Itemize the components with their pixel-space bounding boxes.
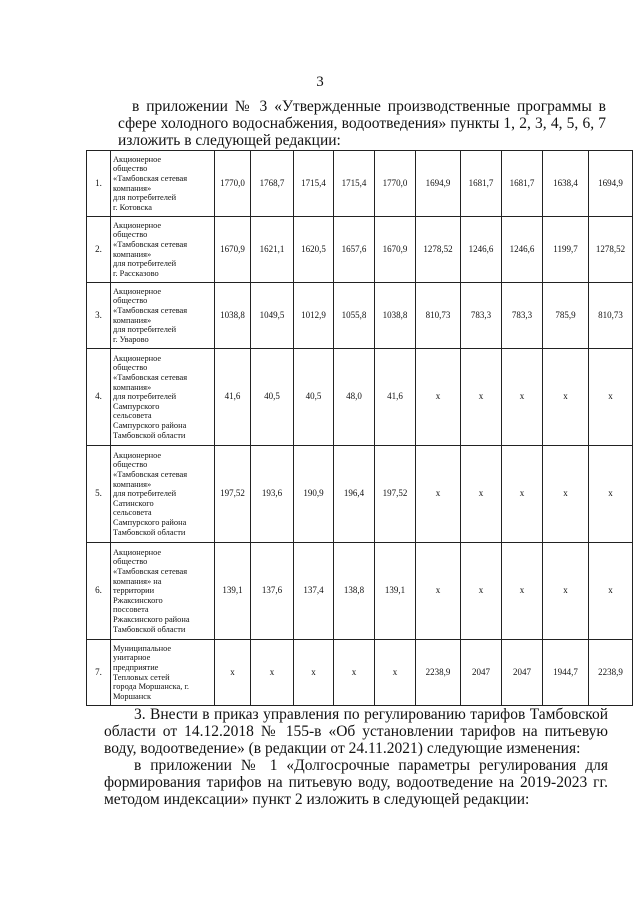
value-cell: x — [589, 349, 633, 446]
value-cell: x — [461, 349, 502, 446]
table-row — [87, 349, 633, 446]
value-cell: x — [502, 349, 543, 446]
organization-line: общество — [113, 460, 148, 470]
organization-line: Акционерное — [113, 450, 162, 460]
value-cell: x — [416, 446, 461, 543]
organization-line: общество — [113, 363, 148, 373]
value-cell: 138,8 — [334, 543, 375, 640]
organization-line: Сампурского — [113, 401, 160, 411]
organization-line: компания» на — [113, 576, 162, 586]
organization-line: компания» — [113, 479, 152, 489]
organization-line: Акционерное — [113, 547, 162, 557]
value-cell: 40,5 — [294, 349, 334, 446]
organization-line: Акционерное — [113, 353, 162, 363]
organization-cell — [111, 446, 215, 543]
value-cell: x — [589, 446, 633, 543]
value-cell: 2238,9 — [416, 640, 461, 706]
value-cell: x — [543, 349, 589, 446]
table-row — [87, 446, 633, 543]
organization-line: Тамбовской области — [113, 430, 186, 440]
table-row — [87, 217, 633, 283]
organization-line: «Тамбовская сетевая — [113, 305, 188, 315]
organization-line: города Моршанска, г. — [113, 682, 190, 692]
organization-line: компания» — [113, 249, 152, 259]
organization-line: Ржаксинского — [113, 595, 163, 605]
row-number-cell: 5. — [87, 446, 111, 543]
paragraph-appendix-1: в приложении № 1 «Долгосрочные параметры регулирования для формирования тарифов на питьевую воду, водоотведение на 2019-2023 гг. методом индексации» пункт 2 изложить в следующей редакции: — [104, 757, 608, 808]
body-paragraphs — [104, 706, 608, 808]
value-cell: x — [589, 543, 633, 640]
value-cell: 1670,9 — [215, 217, 251, 283]
organization-line: общество — [113, 557, 148, 567]
value-cell: 40,5 — [251, 349, 294, 446]
row-number-cell: 1. — [87, 151, 111, 217]
organization-line: общество — [113, 164, 148, 174]
value-cell: 1621,1 — [251, 217, 294, 283]
value-cell: 197,52 — [215, 446, 251, 543]
value-cell: x — [215, 640, 251, 706]
value-cell: 2047 — [461, 640, 502, 706]
organization-cell — [111, 283, 215, 349]
value-cell: 1055,8 — [334, 283, 375, 349]
organization-line: компания» — [113, 315, 152, 325]
organization-line: поссовета — [113, 605, 149, 615]
value-cell: x — [375, 640, 416, 706]
organization-line: сельсовета — [113, 411, 152, 421]
organization-cell — [111, 151, 215, 217]
organization-line: г. Котовска — [113, 202, 152, 212]
organization-line: компания» — [113, 382, 152, 392]
value-cell: x — [461, 543, 502, 640]
organization-line: общество — [113, 296, 148, 306]
value-cell: 193,6 — [251, 446, 294, 543]
row-number-cell: 7. — [87, 640, 111, 706]
value-cell: x — [251, 640, 294, 706]
value-cell: 41,6 — [375, 349, 416, 446]
tariff-table-body — [87, 151, 633, 706]
value-cell: 783,3 — [461, 283, 502, 349]
page-number: 3 — [316, 74, 324, 90]
organization-line: «Тамбовская сетевая — [113, 373, 188, 383]
value-cell: 1768,7 — [251, 151, 294, 217]
value-cell: 1670,9 — [375, 217, 416, 283]
organization-line: Тамбовской области — [113, 527, 186, 537]
organization-line: «Тамбовская сетевая — [113, 239, 188, 249]
value-cell: 137,6 — [251, 543, 294, 640]
value-cell: 785,9 — [543, 283, 589, 349]
value-cell: 1199,7 — [543, 217, 589, 283]
value-cell: 810,73 — [589, 283, 633, 349]
tariff-table — [86, 150, 633, 706]
organization-line: Акционерное — [113, 286, 162, 296]
organization-line: г. Уварово — [113, 334, 149, 344]
value-cell: 1694,9 — [416, 151, 461, 217]
organization-line: Сатинского — [113, 498, 154, 508]
organization-line: Акционерное — [113, 154, 162, 164]
value-cell: 1278,52 — [589, 217, 633, 283]
value-cell: 1278,52 — [416, 217, 461, 283]
value-cell: 2047 — [502, 640, 543, 706]
organization-line: Муниципальное — [113, 643, 172, 653]
value-cell: x — [416, 349, 461, 446]
table-row — [87, 640, 633, 706]
value-cell: 1770,0 — [215, 151, 251, 217]
organization-line: для потребителей — [113, 193, 177, 203]
value-cell: 196,4 — [334, 446, 375, 543]
value-cell: 190,9 — [294, 446, 334, 543]
organization-line: Акционерное — [113, 220, 162, 230]
organization-line: унитарное — [113, 653, 151, 663]
value-cell: x — [461, 446, 502, 543]
organization-cell — [111, 349, 215, 446]
value-cell: 1038,8 — [215, 283, 251, 349]
value-cell: 1715,4 — [294, 151, 334, 217]
value-cell: 1049,5 — [251, 283, 294, 349]
organization-line: предприятие — [113, 662, 159, 672]
organization-line: Ржаксинского района — [113, 614, 190, 624]
organization-line: «Тамбовская сетевая — [113, 470, 188, 480]
organization-cell — [111, 640, 215, 706]
value-cell: 1638,4 — [543, 151, 589, 217]
organization-line: для потребителей — [113, 392, 177, 402]
organization-line: Сампурского района — [113, 517, 187, 527]
row-number-cell: 3. — [87, 283, 111, 349]
organization-line: Моршанск — [113, 691, 152, 701]
value-cell: 1770,0 — [375, 151, 416, 217]
value-cell: 2238,9 — [589, 640, 633, 706]
organization-cell — [111, 217, 215, 283]
organization-cell — [111, 543, 215, 640]
value-cell: x — [543, 543, 589, 640]
organization-line: «Тамбовская сетевая — [113, 173, 188, 183]
value-cell: 783,3 — [502, 283, 543, 349]
value-cell: x — [294, 640, 334, 706]
value-cell: 1681,7 — [502, 151, 543, 217]
table-row — [87, 283, 633, 349]
organization-line: Тамбовской области — [113, 624, 186, 634]
value-cell: 41,6 — [215, 349, 251, 446]
paragraph-item-3: 3. Внести в приказ управления по регулированию тарифов Тамбовской области от 14.12.2018 № 155-в «Об установлении тарифов на питьевую воду, водоотведение» (в редакции от 24.11.2021) следующие изменения: — [104, 706, 608, 757]
value-cell: 1246,6 — [461, 217, 502, 283]
organization-line: компания» — [113, 183, 152, 193]
organization-line: общество — [113, 230, 148, 240]
organization-line: для потребителей — [113, 259, 177, 269]
organization-line: сельсовета — [113, 508, 152, 518]
value-cell: 48,0 — [334, 349, 375, 446]
value-cell: 139,1 — [375, 543, 416, 640]
value-cell: x — [502, 543, 543, 640]
organization-line: территории — [113, 586, 155, 596]
intro-paragraph: в приложении № 3 «Утвержденные производственные программы в сфере холодного водоснабжения, водоотведения» пункты 1, 2, 3, 4, 5, 6, 7 изложить в следующей редакции: — [118, 98, 606, 149]
row-number-cell: 4. — [87, 349, 111, 446]
value-cell: x — [543, 446, 589, 543]
table-row — [87, 543, 633, 640]
value-cell: 1012,9 — [294, 283, 334, 349]
organization-line: для потребителей — [113, 325, 177, 335]
value-cell: 137,4 — [294, 543, 334, 640]
value-cell: x — [416, 543, 461, 640]
value-cell: 1944,7 — [543, 640, 589, 706]
value-cell: 1246,6 — [502, 217, 543, 283]
table-row — [87, 151, 633, 217]
organization-line: «Тамбовская сетевая — [113, 567, 188, 577]
value-cell: 139,1 — [215, 543, 251, 640]
value-cell: 1681,7 — [461, 151, 502, 217]
value-cell: x — [334, 640, 375, 706]
organization-line: для потребителей — [113, 489, 177, 499]
value-cell: x — [502, 446, 543, 543]
value-cell: 1620,5 — [294, 217, 334, 283]
value-cell: 197,52 — [375, 446, 416, 543]
organization-line: Сампурского района — [113, 420, 187, 430]
value-cell: 1038,8 — [375, 283, 416, 349]
value-cell: 1694,9 — [589, 151, 633, 217]
value-cell: 1715,4 — [334, 151, 375, 217]
organization-line: Тепловых сетей — [113, 672, 170, 682]
value-cell: 1657,6 — [334, 217, 375, 283]
value-cell: 810,73 — [416, 283, 461, 349]
row-number-cell: 6. — [87, 543, 111, 640]
organization-line: г. Рассказово — [113, 268, 159, 278]
row-number-cell: 2. — [87, 217, 111, 283]
